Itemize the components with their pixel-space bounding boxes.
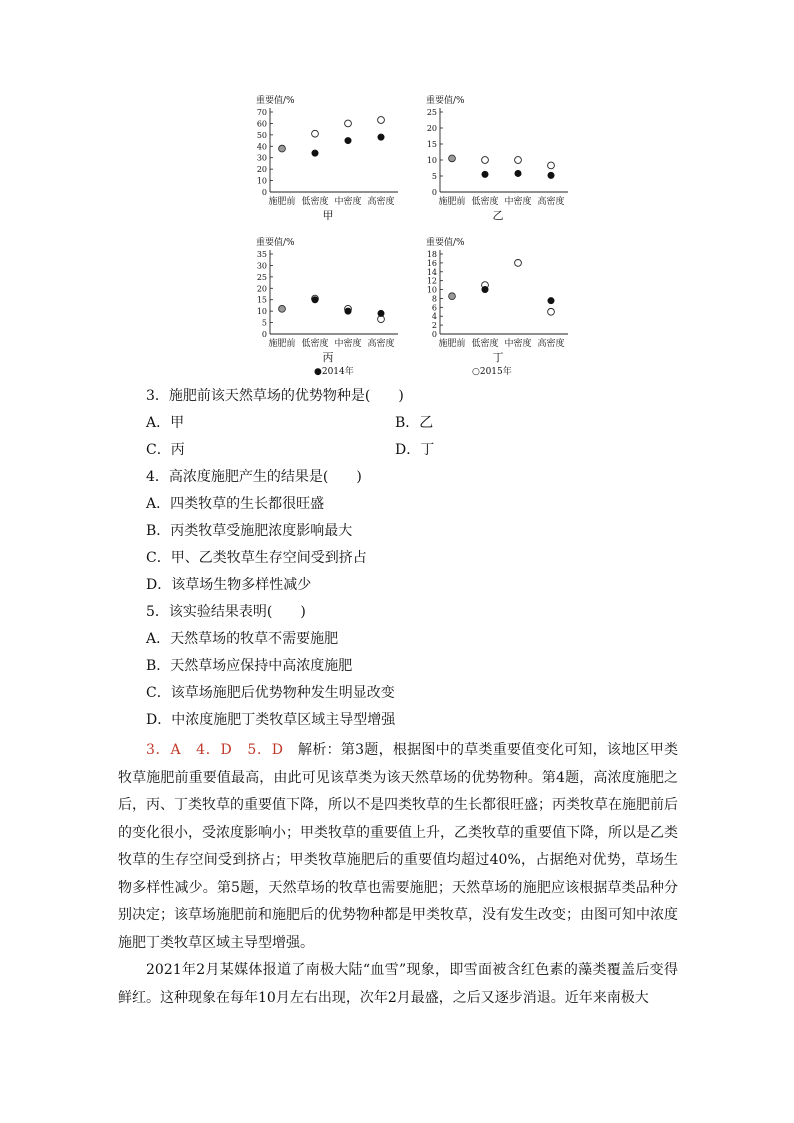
point-2014 [345, 308, 351, 314]
y-tick-label: 14 [426, 267, 437, 277]
chart-title: 丙 [322, 351, 334, 364]
y-tick-label: 5 [261, 318, 267, 328]
x-tick-label: 低密度 [471, 197, 499, 207]
y-tick-label: 0 [431, 188, 437, 197]
point-2014 [312, 297, 318, 303]
y-tick-label: 10 [256, 176, 267, 186]
x-tick-label: 施肥前 [438, 197, 466, 207]
point-before [279, 305, 286, 312]
answer-text: 解析：第3题，根据图中的草类重要值变化可知，该地区甲类牧草施肥前重要值最高，由此可见该草类为该天然草场的优势物种。第4题，高浓度施肥之后，丙、丁类牧草的重要值下降，所以不是四类牧草的生长都很旺盛；丙类牧草在施肥前后的变化很小，受浓度影响小；甲类牧草的重要值上升，乙类牧草的重要值下降，所以是乙类牧草的生存空间受到挤占；甲类牧草施肥后的重要值均超过40%，占据绝对优势，草场生物多样性减少。第5题，天然草场的牧草也需要施肥；天然草场的施肥应该根据草类品种分别决定；该草场施肥前和施肥后的优势物种都是甲类牧草，没有发生改变；由图可知中浓度施肥丁类牧草区域主导型增强。 [118, 742, 679, 951]
intro-passage: 2021年2月某媒体报道了南极大陆“血雪”现象，即雪面被含红色素的藻类覆盖后变得鲜红。这种现象在每年10月左右出现，次年2月最盛，之后又逐步消退。近年来南极大 [118, 962, 678, 1006]
x-tick-label: 中密度 [504, 339, 532, 349]
q5-option-d[interactable]: D．中浓度施肥丁类牧草区域主导型增强 [146, 712, 396, 728]
y-tick-label: 0 [261, 330, 267, 339]
x-tick-label: 施肥前 [438, 339, 466, 349]
x-tick-label: 高密度 [537, 339, 565, 349]
q5-option-a[interactable]: A．天然草场的牧草不需要施肥 [146, 631, 339, 647]
chart-bing [240, 234, 410, 369]
x-tick-label: 中密度 [334, 197, 362, 207]
y-tick-label: 20 [256, 284, 267, 294]
x-tick-label: 施肥前 [268, 197, 296, 207]
y-axis-label: 重要值/% [256, 96, 295, 106]
y-tick-label: 0 [431, 330, 437, 339]
q3-option-a[interactable]: A．甲 [146, 415, 185, 431]
y-tick-label: 6 [431, 303, 437, 313]
point-before [449, 155, 456, 162]
x-tick-label: 高密度 [367, 339, 395, 349]
y-axis-label: 重要值/% [256, 238, 295, 248]
x-tick-label: 低密度 [301, 197, 329, 207]
q4-option-c[interactable]: C．甲、乙类牧草生存空间受到挤占 [146, 550, 367, 566]
point-2015 [548, 308, 555, 315]
point-2014 [312, 150, 318, 156]
q3-option-c[interactable]: C．丙 [146, 442, 185, 458]
y-tick-label: 25 [426, 108, 437, 117]
chart-jia [240, 92, 410, 227]
x-tick-label: 低密度 [301, 339, 329, 349]
x-tick-label: 中密度 [504, 197, 532, 207]
point-2015 [345, 120, 352, 127]
chart-title: 乙 [492, 209, 504, 222]
y-tick-label: 60 [256, 119, 267, 129]
x-tick-label: 高密度 [367, 197, 395, 207]
q3-option-b[interactable]: B．乙 [395, 415, 434, 431]
y-tick-label: 35 [256, 250, 267, 259]
y-tick-label: 10 [426, 285, 437, 295]
answer-keys: 3．A 4．D 5．D [146, 742, 284, 758]
figure-charts [240, 92, 580, 382]
point-2014 [482, 171, 488, 177]
legend-2015: ○2015年 [472, 367, 512, 377]
q4-option-a[interactable]: A．四类牧草的生长都很旺盛 [146, 496, 325, 512]
q5-stem: 5．该实验结果表明( ) [146, 604, 306, 620]
point-2014 [378, 134, 384, 140]
y-tick-label: 15 [256, 295, 267, 305]
point-2015 [515, 157, 522, 164]
y-tick-label: 70 [256, 108, 267, 117]
y-tick-label: 20 [426, 124, 437, 133]
y-tick-label: 15 [426, 140, 437, 149]
x-tick-label: 中密度 [334, 339, 362, 349]
y-tick-label: 30 [256, 153, 267, 163]
legend-2014: ●2014年 [314, 367, 354, 377]
answer-explanation [118, 737, 678, 957]
y-tick-label: 20 [256, 165, 267, 175]
point-2014 [345, 137, 351, 143]
y-tick-label: 12 [426, 276, 437, 286]
q5-option-b[interactable]: B．天然草场应保持中高浓度施肥 [146, 658, 353, 674]
q5-option-c[interactable]: C．该草场施肥后优势物种发生明显改变 [146, 685, 395, 701]
point-2014 [548, 172, 554, 178]
y-tick-label: 0 [261, 188, 267, 197]
point-2014 [482, 286, 488, 292]
y-tick-label: 2 [431, 321, 437, 331]
y-tick-label: 4 [431, 312, 437, 322]
q4-stem: 4．高浓度施肥产生的结果是( ) [146, 469, 362, 485]
x-tick-label: 施肥前 [268, 339, 296, 349]
y-tick-label: 18 [426, 250, 437, 259]
point-2015 [378, 117, 385, 124]
point-2015 [312, 130, 319, 137]
y-tick-label: 5 [431, 172, 437, 181]
q4-option-b[interactable]: B．丙类牧草受施肥浓度影响最大 [146, 523, 353, 539]
chart-title: 丁 [492, 351, 504, 364]
chart-ding [410, 234, 580, 369]
y-tick-label: 25 [256, 272, 267, 282]
point-2015 [482, 157, 489, 164]
chart-title: 甲 [322, 209, 334, 222]
point-2015 [548, 162, 555, 169]
chart-yi [410, 92, 580, 227]
point-before [449, 293, 456, 300]
x-tick-label: 低密度 [471, 339, 499, 349]
point-2015 [515, 259, 522, 266]
point-2014 [548, 297, 554, 303]
point-before [279, 145, 286, 152]
y-tick-label: 30 [256, 261, 267, 271]
y-tick-label: 10 [256, 307, 267, 317]
x-tick-label: 高密度 [537, 197, 565, 207]
y-tick-label: 16 [426, 258, 437, 268]
q3-option-d[interactable]: D．丁 [395, 442, 435, 458]
y-axis-label: 重要值/% [426, 238, 465, 248]
y-tick-label: 40 [256, 142, 267, 152]
y-axis-label: 重要值/% [426, 96, 465, 106]
y-tick-label: 10 [426, 156, 437, 165]
y-tick-label: 8 [431, 294, 437, 304]
y-tick-label: 50 [256, 130, 267, 140]
point-2014 [515, 170, 521, 176]
q4-option-d[interactable]: D．该草场生物多样性减少 [146, 577, 312, 593]
point-2014 [378, 310, 384, 316]
q3-stem: 3．施肥前该天然草场的优势物种是( ) [146, 388, 404, 404]
